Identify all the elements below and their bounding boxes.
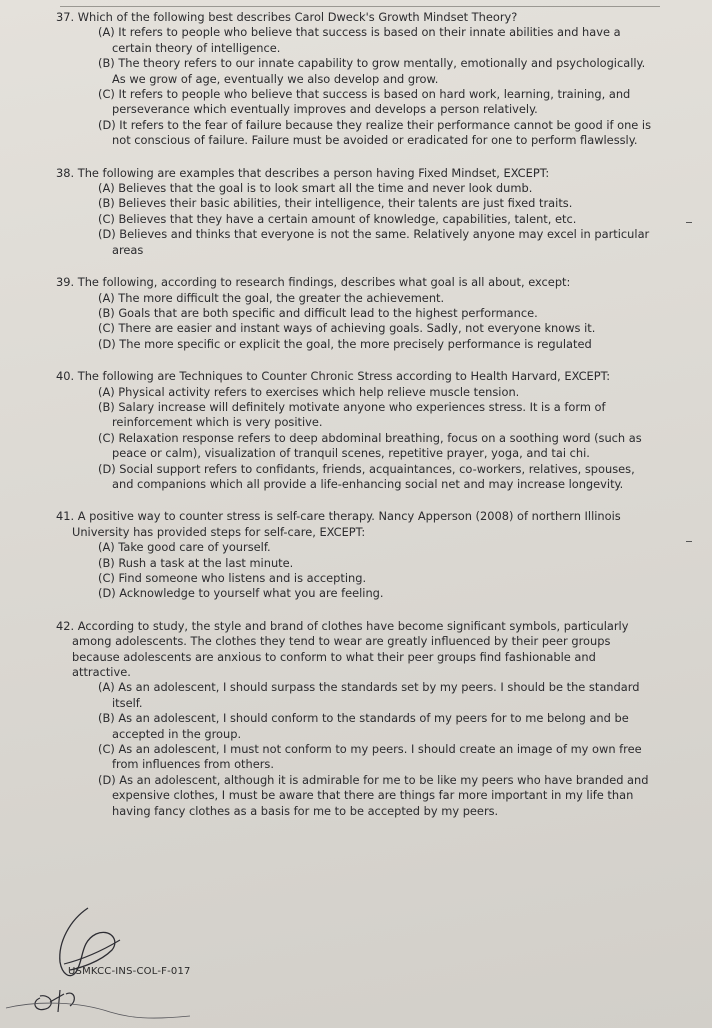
option-c: (C) Relaxation response refers to deep abdominal breathing, focus on a soothing word (such as peace or calm), visualization of tranquil scenes, repetitive prayer, yoga, and tai chi. (98, 430, 642, 461)
handwritten-signature (0, 890, 200, 1028)
question-stem: A positive way to counter stress is self-care therapy. Nancy Apperson (2008) of northern Illinois University has provided steps for self-care, EXCEPT: (72, 509, 621, 539)
question-37 (56, 10, 656, 149)
option-a: (A) Physical activity refers to exercises which help relieve muscle tension. (98, 384, 520, 399)
option-a: (A) It refers to people who believe that success is based on their innate abilities and have a certain theory of intelligence. (98, 25, 621, 55)
option-b: (B) Salary increase will definitely motivate anyone who experiences stress. It is a form of reinforcement which is very positive. (98, 399, 606, 430)
question-stem: The following, according to research findings, describes what goal is all about, except: (77, 275, 571, 290)
option-d: (D) Social support refers to confidants, friends, acquaintances, co-workers, relatives, spouses, and companions which all provide a life-enhancing social net and may increase longevity. (98, 461, 635, 491)
form-code: USMKCC-INS-COL-F-017 (68, 966, 191, 977)
question-number: 39. (56, 275, 75, 290)
option-b: (B) As an adolescent, I should conform to the standards of my peers for to me belong and be accepted in the group. (98, 711, 629, 741)
question-number: 42. (56, 618, 75, 633)
option-d: (D) As an adolescent, although it is admirable for me to be like my peers who have branded and expensive clothes, I must be aware that there are things far more important in my life than having fancy clothes as a basis for me to be accepted by my peers. (98, 772, 649, 818)
question-41 (56, 509, 656, 601)
option-a: (A) As an adolescent, I should surpass the standards set by my peers. I should be the standard itself. (98, 680, 640, 710)
question-number: 41. (56, 509, 75, 524)
margin-tick (686, 541, 692, 542)
question-stem: According to study, the style and brand of clothes have become significant symbols, particularly among adolescents. The clothes they tend to wear are greatly influenced by their peer groups because adolescents are anxious to conform to what their peer groups find fashionable and attractive. (72, 618, 629, 680)
option-b: (B) Goals that are both specific and difficult lead to the highest performance. (98, 305, 538, 320)
option-d: (D) The more specific or explicit the goal, the more precisely performance is regulated (98, 336, 592, 351)
question-stem: The following are examples that describes a person having Fixed Mindset, EXCEPT: (77, 165, 550, 180)
option-b: (B) Believes their basic abilities, their intelligence, their talents are just fixed traits. (98, 196, 573, 211)
option-a: (A) Take good care of yourself. (98, 540, 271, 555)
question-stem: Which of the following best describes Carol Dweck's Growth Mindset Theory? (77, 10, 518, 24)
option-c: (C) As an adolescent, I must not conform to my peers. I should create an image of my own free from influences from others. (98, 742, 642, 772)
option-a: (A) Believes that the goal is to look smart all the time and never look dumb. (98, 181, 533, 196)
option-a: (A) The more difficult the goal, the greater the achievement. (98, 290, 445, 305)
question-list (56, 10, 656, 836)
question-number: 38. (56, 165, 75, 180)
question-number: 40. (56, 369, 75, 384)
option-b: (B) Rush a task at the last minute. (98, 555, 294, 570)
question-number: 37. (56, 10, 75, 24)
question-39 (56, 275, 656, 352)
margin-tick (686, 222, 692, 223)
option-c: (C) It refers to people who believe that success is based on hard work, learning, training, and perseverance which eventually improves and develops a person relatively. (98, 87, 631, 117)
option-b: (B) The theory refers to our innate capability to grow mentally, emotionally and psychologically. As we grow of age, eventually we also develop and grow. (98, 56, 646, 86)
option-d: (D) It refers to the fear of failure because they realize their performance cannot be good if one is not conscious of failure. Failure must be avoided or eradicated for one to perform flawlessly. (98, 117, 652, 148)
option-c: (C) There are easier and instant ways of achieving goals. Sadly, not everyone knows it. (98, 321, 596, 336)
option-c: (C) Believes that they have a certain amount of knowledge, capabilities, talent, etc. (98, 211, 577, 226)
top-edge-rule (60, 6, 660, 7)
question-stem: The following are Techniques to Counter Chronic Stress according to Health Harvard, EXCEPT: (77, 369, 611, 384)
question-40 (56, 369, 656, 492)
option-c: (C) Find someone who listens and is accepting. (98, 571, 367, 585)
question-42 (56, 619, 656, 819)
question-38 (56, 166, 656, 258)
option-d: (D) Acknowledge to yourself what you are feeling. (98, 586, 384, 601)
option-d: (D) Believes and thinks that everyone is not the same. Relatively anyone may excel in particular areas (98, 227, 650, 257)
